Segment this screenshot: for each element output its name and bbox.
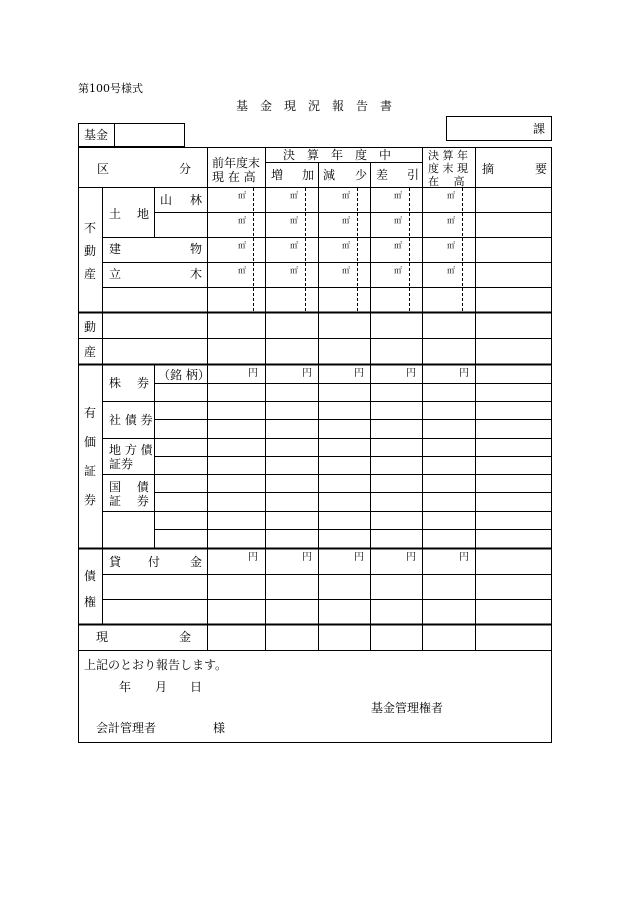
- area-unit: ㎡: [342, 216, 350, 225]
- securities-label-3: 証: [84, 464, 97, 478]
- claims-label-2: 権: [84, 595, 97, 609]
- yen-unit: 円: [354, 368, 364, 379]
- local-bonds-label-1: 地 方 債: [109, 443, 153, 457]
- header-category-2: 分: [179, 162, 192, 176]
- real-estate-label-2: 動: [84, 244, 97, 258]
- header-year-end-3: 在 高: [428, 175, 465, 188]
- govt-bonds-label-1: 国 債: [109, 480, 149, 494]
- header-year-end-2: 度 末 現: [428, 162, 468, 175]
- area-unit: ㎡: [238, 216, 246, 225]
- date-month: 月: [155, 680, 168, 694]
- yen-unit: 円: [302, 368, 312, 379]
- section-label: 課: [533, 122, 546, 136]
- date-year: 年: [119, 680, 132, 694]
- header-remarks-2: 要: [535, 162, 548, 176]
- loans-label-2: 付: [148, 555, 161, 569]
- cash-label-2: 金: [179, 630, 192, 644]
- yen-unit: 円: [406, 368, 416, 379]
- mountain-label-1: 山: [160, 193, 173, 207]
- area-unit: ㎡: [290, 216, 298, 225]
- securities-label-1: 有: [84, 406, 97, 420]
- land-label-2: 地: [137, 207, 150, 221]
- yen-unit: 円: [354, 552, 364, 563]
- standing-label-2: 木: [190, 267, 203, 281]
- header-increase-1: 増: [271, 168, 284, 182]
- stocks-label-2: 券: [137, 376, 150, 390]
- fund-label: 基金: [84, 128, 109, 142]
- report-statement: 上記のとおり報告します。: [84, 658, 228, 672]
- header-decrease-2: 少: [355, 168, 368, 182]
- header-net-1: 差: [376, 168, 389, 182]
- area-unit: ㎡: [238, 241, 246, 250]
- govt-bonds-label-2: 証 券: [109, 494, 149, 508]
- area-unit: ㎡: [290, 191, 298, 200]
- local-bonds-label-2: 証券: [109, 457, 134, 471]
- securities-label-2: 価: [84, 435, 97, 449]
- header-during-year: 決 算 年 度 中: [283, 148, 392, 162]
- area-unit: ㎡: [394, 266, 402, 275]
- area-unit: ㎡: [394, 241, 402, 250]
- form-number: 第100号様式: [78, 82, 143, 95]
- area-unit: ㎡: [394, 216, 402, 225]
- page-title: 基 金 現 況 報 告 書: [236, 99, 393, 113]
- loans-label-1: 貸: [109, 555, 122, 569]
- date-day: 日: [190, 680, 203, 694]
- header-year-end-1: 決 算 年: [428, 149, 468, 162]
- header-remarks-1: 摘: [482, 162, 495, 176]
- building-label-2: 物: [190, 242, 203, 256]
- accountant-label: 会計管理者: [96, 721, 157, 735]
- header-decrease-1: 減: [323, 168, 336, 182]
- standing-label-1: 立: [109, 267, 122, 281]
- mountain-label-2: 林: [190, 193, 203, 207]
- area-unit: ㎡: [238, 191, 246, 200]
- area-unit: ㎡: [447, 191, 455, 200]
- yen-unit: 円: [406, 552, 416, 563]
- brand-label: （銘 柄）: [158, 368, 210, 382]
- header-increase-2: 加: [302, 168, 315, 182]
- area-unit: ㎡: [447, 241, 455, 250]
- land-label-1: 土: [109, 207, 122, 221]
- securities-label-4: 券: [84, 493, 97, 507]
- real-estate-label-1: 不: [84, 221, 97, 235]
- yen-unit: 円: [248, 552, 258, 563]
- claims-label-1: 債: [84, 569, 97, 583]
- area-unit: ㎡: [342, 191, 350, 200]
- area-unit: ㎡: [342, 266, 350, 275]
- bonds-label: 社 債 券: [109, 413, 153, 427]
- area-unit: ㎡: [342, 241, 350, 250]
- cash-label-1: 現: [96, 630, 109, 644]
- header-prev-year-2: 現 在 高: [212, 170, 256, 184]
- building-label-1: 建: [109, 242, 122, 256]
- movables-label-2: 産: [84, 345, 97, 359]
- real-estate-label-3: 産: [84, 267, 97, 281]
- area-unit: ㎡: [290, 266, 298, 275]
- movables-label-1: 動: [84, 320, 97, 334]
- area-unit: ㎡: [447, 266, 455, 275]
- yen-unit: 円: [248, 368, 258, 379]
- yen-unit: 円: [302, 552, 312, 563]
- header-net-2: 引: [407, 168, 420, 182]
- stocks-label-1: 株: [109, 376, 122, 390]
- header-prev-year-1: 前年度末: [212, 156, 261, 170]
- loans-label-3: 金: [190, 555, 203, 569]
- area-unit: ㎡: [238, 266, 246, 275]
- area-unit: ㎡: [394, 191, 402, 200]
- header-category: 区: [97, 162, 110, 176]
- honorific: 様: [213, 721, 226, 735]
- yen-unit: 円: [459, 368, 469, 379]
- area-unit: ㎡: [290, 241, 298, 250]
- fund-manager-label: 基金管理権者: [371, 701, 444, 715]
- yen-unit: 円: [459, 552, 469, 563]
- area-unit: ㎡: [447, 216, 455, 225]
